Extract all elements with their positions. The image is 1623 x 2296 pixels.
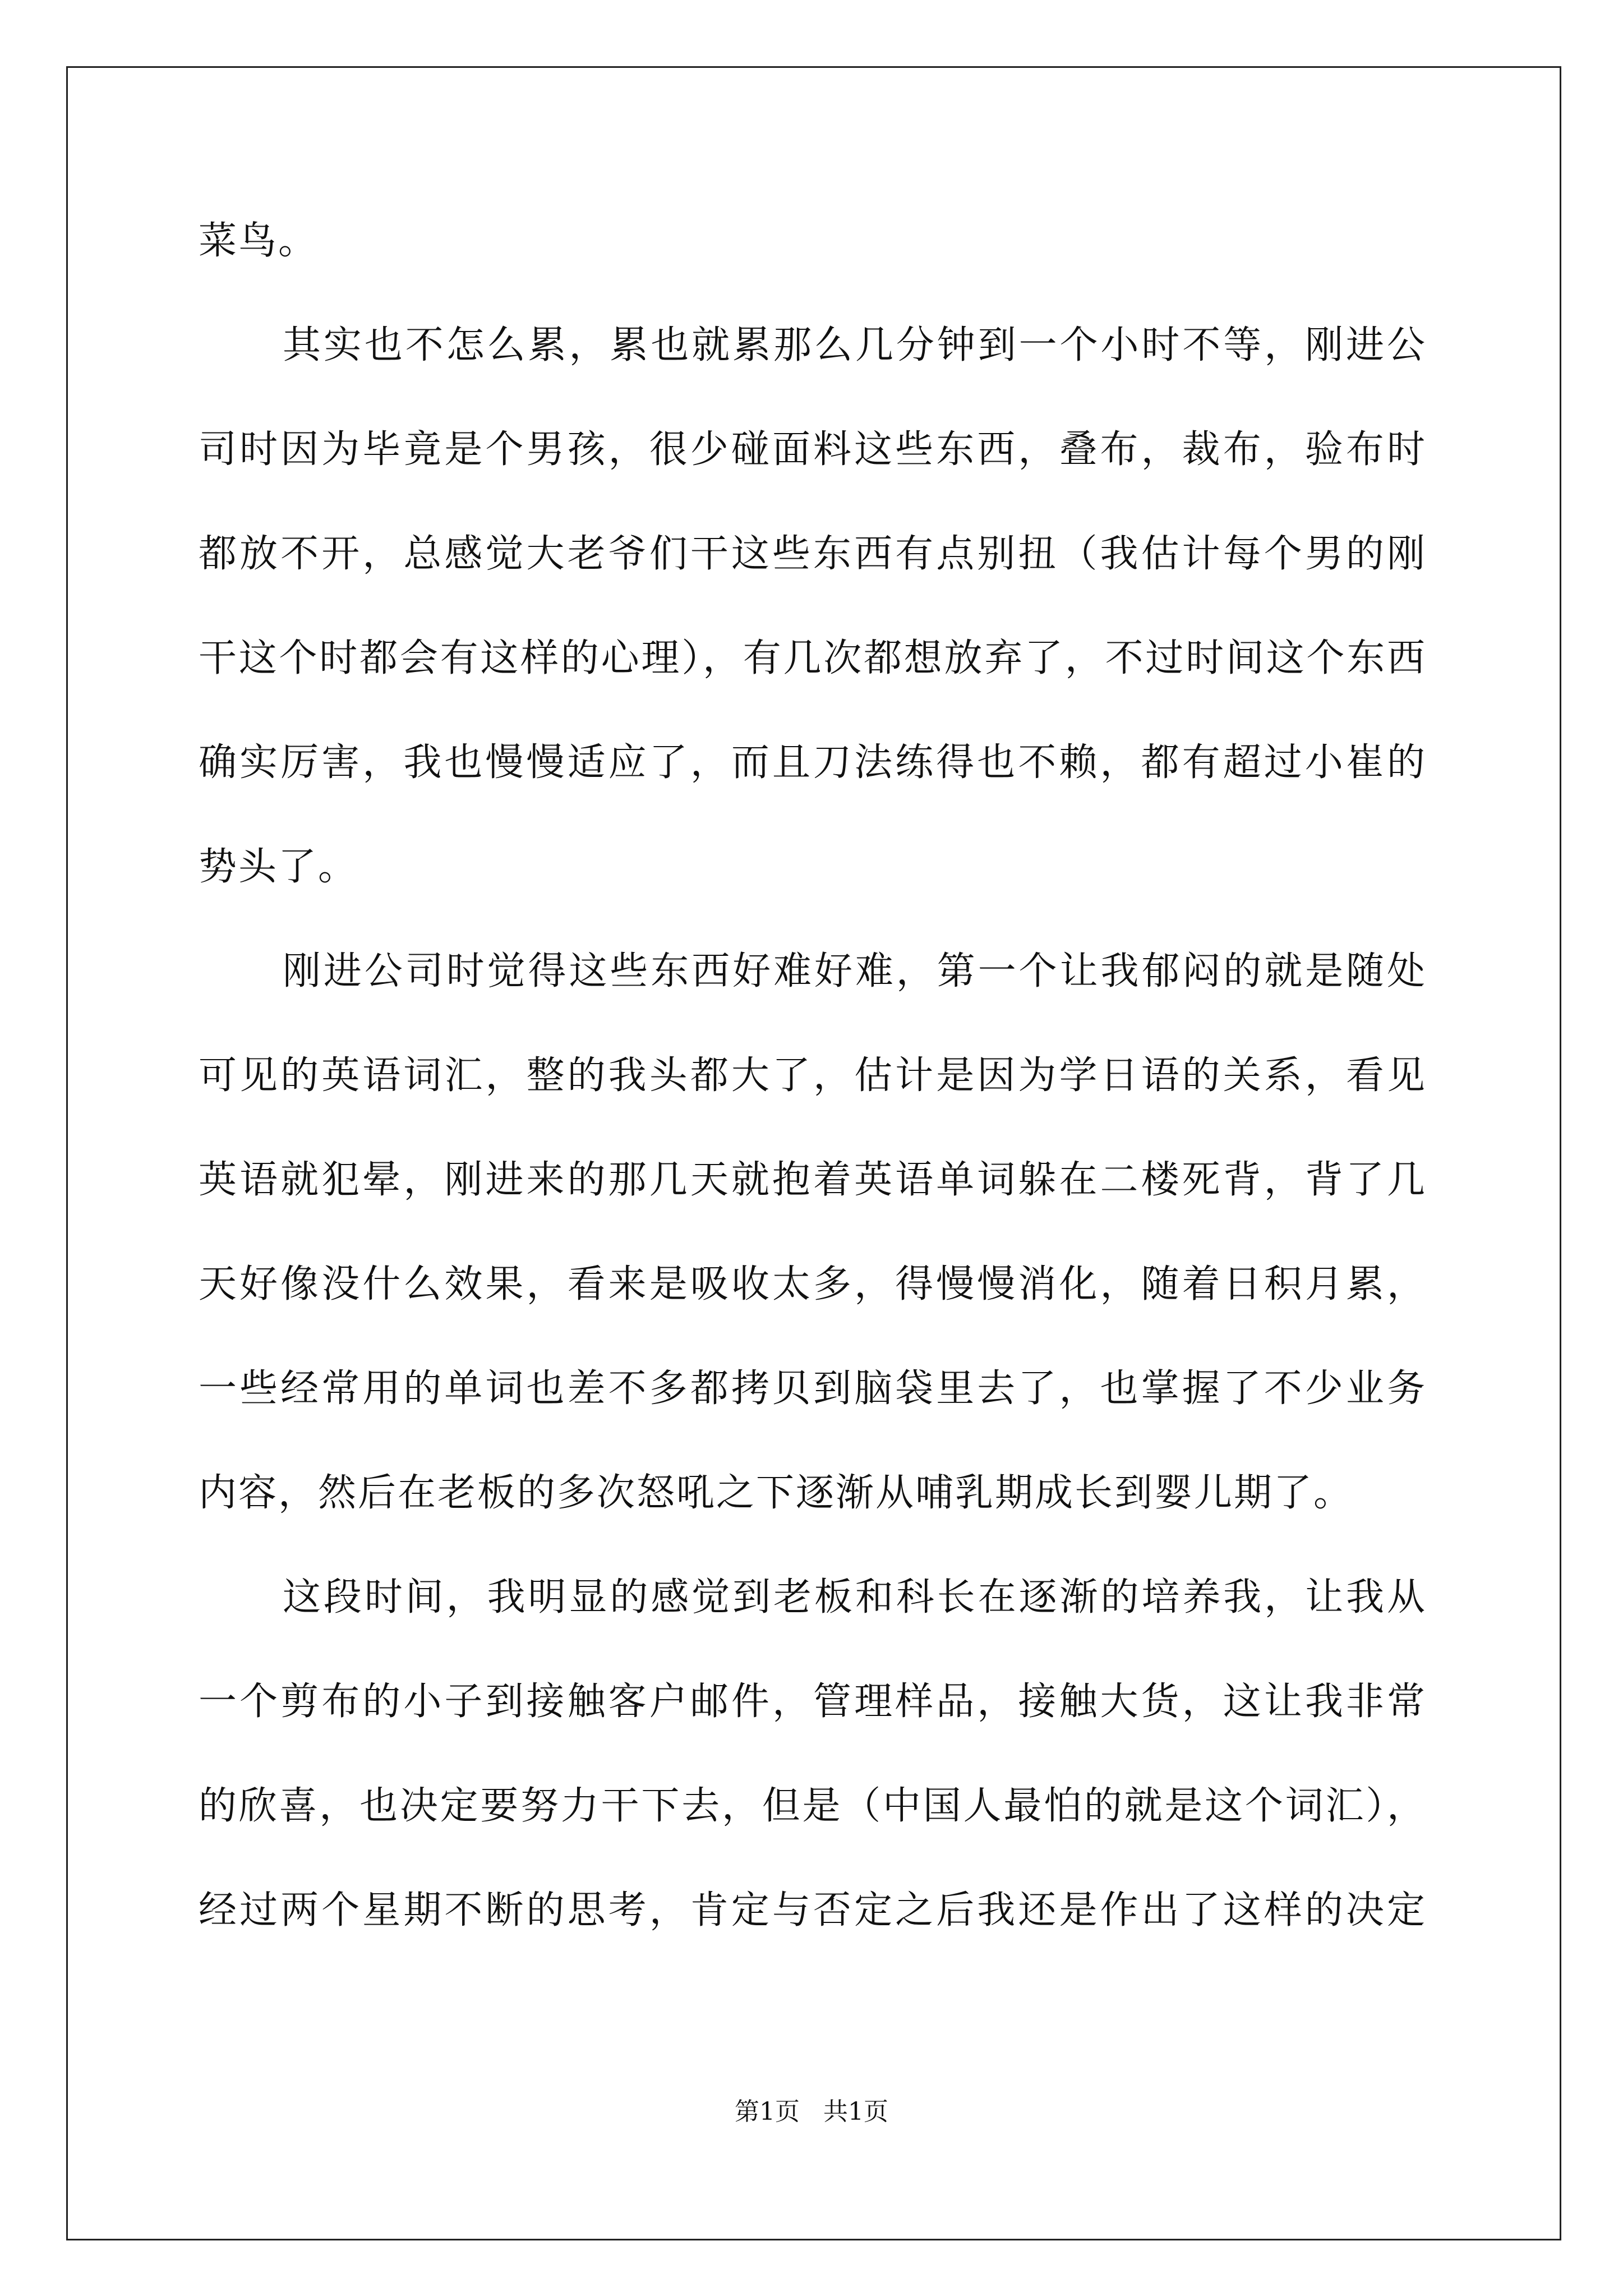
text-line: 势头了。: [199, 845, 358, 889]
text-line: 菜鸟。: [199, 219, 319, 263]
text-line: 司时因为毕竟是个男孩，很少碰面料这些东西，叠布，裁布，验布时: [199, 427, 1427, 472]
text-line: 一个剪布的小子到接触客户邮件，管理样品，接触大货，这让我非常: [199, 1680, 1427, 1724]
page-number-footer: 第1页 共1页: [735, 2097, 888, 2126]
text-line: 确实厉害，我也慢慢适应了，而且刀法练得也不赖，都有超过小崔的: [199, 740, 1427, 785]
text-line: 天好像没什么效果，看来是吸收太多，得慢慢消化，随着日积月累，: [199, 1262, 1427, 1306]
text-line: 英语就犯晕，刚进来的那几天就抱着英语单词躲在二楼死背，背了几: [199, 1158, 1427, 1202]
text-line: 的欣喜，也决定要努力干下去，但是（中国人最怕的就是这个词汇），: [199, 1784, 1427, 1828]
text-line: 可见的英语词汇，整的我头都大了，估计是因为学日语的关系，看见: [199, 1053, 1427, 1098]
text-line: 一些经常用的单词也差不多都拷贝到脑袋里去了，也掌握了不少业务: [199, 1366, 1427, 1411]
text-line: 经过两个星期不断的思考，肯定与否定之后我还是作出了这样的决定: [199, 1888, 1427, 1932]
text-line: 内容，然后在老板的多次怒吼之下逐渐从哺乳期成长到婴儿期了。: [199, 1471, 1354, 1515]
paragraph-first-line: 其实也不怎么累，累也就累那么几分钟到一个小时不等，刚进公: [283, 323, 1427, 367]
paragraph-first-line: 这段时间，我明显的感觉到老板和科长在逐渐的培养我，让我从: [283, 1575, 1427, 1619]
text-line: 都放不开，总感觉大老爷们干这些东西有点别扭（我估计每个男的刚: [199, 532, 1427, 576]
paragraph-first-line: 刚进公司时觉得这些东西好难好难，第一个让我郁闷的就是随处: [283, 949, 1427, 993]
text-line: 干这个时都会有这样的心理），有几次都想放弃了，不过时间这个东西: [199, 636, 1427, 680]
